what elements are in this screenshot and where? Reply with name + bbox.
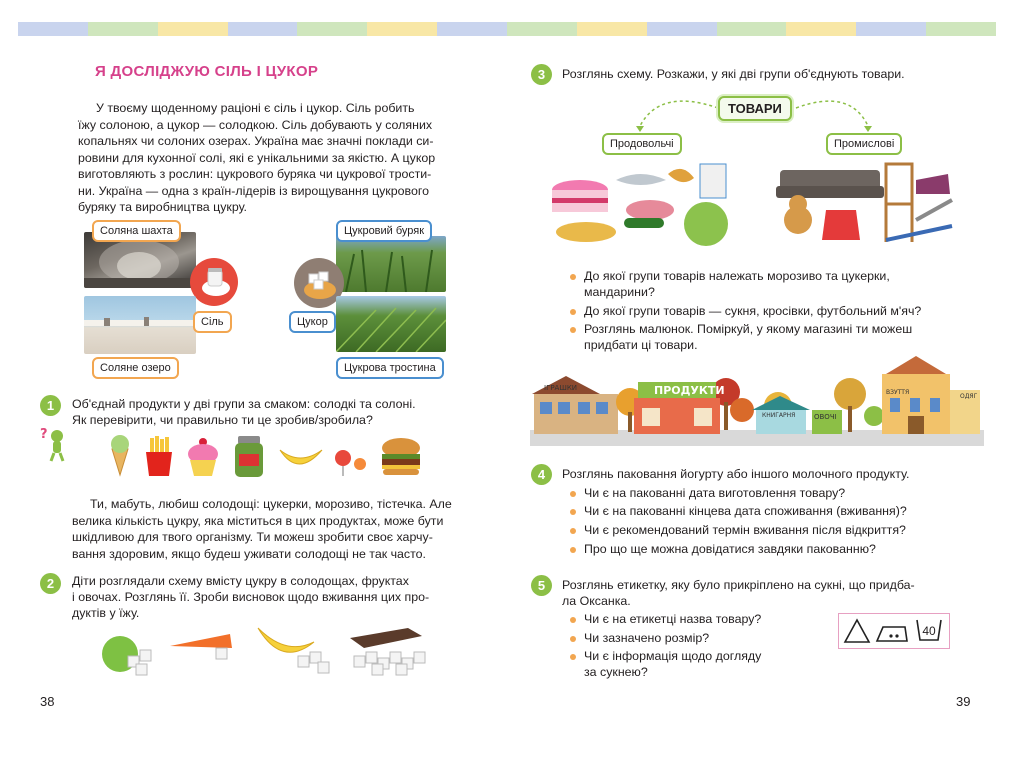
sugar-beet-photo xyxy=(336,236,446,292)
burger-icon xyxy=(380,436,422,476)
carrot-sugar-icon xyxy=(168,624,240,664)
task-number-4: 4 xyxy=(531,464,552,485)
shop-sign-shoes: ВЗУТТЯ xyxy=(886,389,910,396)
task-5-text: Розглянь етикетку, яку було прикріплено на сукні, що придба- ла Оксанка. xyxy=(562,578,915,608)
industrial-goods-box: Промислові xyxy=(826,133,902,155)
task-3-bullet-2: До якої групи товарів — сукня, кросівки, футбольний м'яч? xyxy=(584,303,959,319)
page-title: Я ДОСЛІДЖУЮ СІЛЬ І ЦУКОР xyxy=(95,63,319,80)
task-number-5: 5 xyxy=(531,575,552,596)
banana-icon xyxy=(278,442,324,472)
goods-box: ТОВАРИ xyxy=(718,96,792,121)
wash-temperature: 40 xyxy=(922,624,936,638)
shops-street-illustration xyxy=(530,354,984,446)
top-bar-segment xyxy=(297,22,367,36)
apple-sugar-icon xyxy=(100,628,162,678)
task-4-bullet-2: Чи є на пакованні кінцева дата споживання (вживання)? xyxy=(584,503,954,519)
task-4-bullet-4: Про що ще можна довідатися завдяки пакованню? xyxy=(584,541,944,557)
shop-sign-books: КНИГАРНЯ xyxy=(762,412,796,419)
task-3-bullet-3: Розглянь малюнок. Поміркуй, у якому магазині ти можеш придбати ці товари. xyxy=(584,321,954,353)
top-bar-segment xyxy=(926,22,996,36)
task-5-bullet-3: Чи є інформація щодо догляду за сукнею? xyxy=(584,648,824,680)
salt-lake-illustration xyxy=(84,296,196,354)
shop-sign-toys: ІГРАШКИ xyxy=(544,384,578,392)
top-bar-segment xyxy=(856,22,926,36)
top-bar-segment xyxy=(507,22,577,36)
top-bar-segment xyxy=(647,22,717,36)
task-number-2: 2 xyxy=(40,573,61,594)
label-sugar-beet: Цукровий буряк xyxy=(336,220,432,242)
task-1-text: Об'єднай продукти у дві групи за смаком: солодкі та солоні. Як перевірити, чи правильно ти це зробив/зробила? xyxy=(72,397,416,427)
label-salt-mine: Соляна шахта xyxy=(92,220,181,242)
top-bar-segment xyxy=(577,22,647,36)
task-4-text: Розглянь паковання йогурту або іншого молочного продукту. xyxy=(562,467,910,481)
task-number-3: 3 xyxy=(531,64,552,85)
intro-paragraph: У твоєму щоденному раціоні є сіль і цукор. Сіль робить їжу солоною, а цукор — солодкою. Сіль добувають у соляних копальнях чи солоних озерах. Україна має значні поклади си- ровини для кухонної солі, які є унікальними за якістю. А цукор виготовляють з рослин: цукрового буряка чи цукрової трости- ни. Україна — одна з країн-лідерів із вирощування цукрового буряку та виробництва цукру. xyxy=(78,101,436,214)
page-number-left: 38 xyxy=(40,694,55,709)
label-sugar-cane: Цукрова тростина xyxy=(336,357,444,379)
task-2-text: Діти розглядали схему вмісту цукру в солодощах, фруктах і овочах. Розглянь її. Зроби висновок щодо вживання цих про- дуктів у їжу. xyxy=(72,574,430,620)
svg-text:?: ? xyxy=(40,427,48,442)
page-number-right: 39 xyxy=(956,694,971,709)
industrial-goods-illustration xyxy=(776,160,956,250)
cupcake-icon xyxy=(186,436,220,476)
sweets-paragraph: Ти, мабуть, любиш солодощі: цукерки, морозиво, тістечка. Але велика кількість цукру, яка міститься в цих продуктах, може бути шкідливою для твого організму. Ти можеш зробити своє харчу- вання здоровим, якщо будеш уживати солодощі не так часто. xyxy=(72,497,452,561)
top-bar-segment xyxy=(18,22,88,36)
task-5-bullet-2: Чи зазначено розмір? xyxy=(584,630,824,646)
task-3-text: Розглянь схему. Розкажи, у які дві групи об'єднують товари. xyxy=(562,67,905,81)
fries-icon xyxy=(142,436,176,476)
task-5-bullet-1: Чи є на етикетці назва товару? xyxy=(584,611,824,627)
food-goods-illustration xyxy=(550,160,750,250)
top-bar-segment xyxy=(228,22,298,36)
care-label xyxy=(838,613,950,649)
thinking-character-icon xyxy=(40,424,70,462)
pickles-jar-icon xyxy=(232,434,266,478)
top-bar-segment xyxy=(158,22,228,36)
top-bar-segment xyxy=(88,22,158,36)
salt-lake-photo xyxy=(84,296,196,354)
task-number-1: 1 xyxy=(40,395,61,416)
sugar-cane-illustration xyxy=(336,296,446,352)
iron-icon xyxy=(875,621,909,643)
sugar-beet-illustration xyxy=(336,236,446,292)
top-bar-segment xyxy=(786,22,856,36)
top-color-bar xyxy=(18,22,996,36)
sugar-cane-photo xyxy=(336,296,446,352)
task-4-bullet-3: Чи є рекомендований термін вживання після відкриття? xyxy=(584,522,954,538)
lollipop-icon xyxy=(332,446,370,476)
banana-sugar-icon xyxy=(256,622,336,676)
ice-cream-icon xyxy=(108,433,132,477)
label-salt: Сіль xyxy=(193,311,232,333)
shop-sign-products: ПРОДУКТИ xyxy=(654,384,725,397)
chocolate-sugar-icon xyxy=(348,624,438,678)
food-goods-box: Продовольчі xyxy=(602,133,682,155)
wash-tub-icon xyxy=(915,618,943,642)
salt-shaker-image xyxy=(190,258,238,306)
triangle-bleach-icon xyxy=(843,618,871,644)
label-salt-lake: Соляне озеро xyxy=(92,357,179,379)
shop-sign-clothes: ОДЯГ xyxy=(960,393,978,400)
top-bar-segment xyxy=(367,22,437,36)
top-bar-segment xyxy=(437,22,507,36)
shop-sign-veg: ОВОЧІ xyxy=(814,413,837,421)
label-sugar: Цукор xyxy=(289,311,336,333)
task-3-bullet-1: До якої групи товарів належать морозиво та цукерки, мандарини? xyxy=(584,268,954,300)
salt-shaker-icon xyxy=(190,258,238,306)
task-4-bullet-1: Чи є на пакованні дата виготовлення товару? xyxy=(584,485,944,501)
top-bar-segment xyxy=(717,22,787,36)
